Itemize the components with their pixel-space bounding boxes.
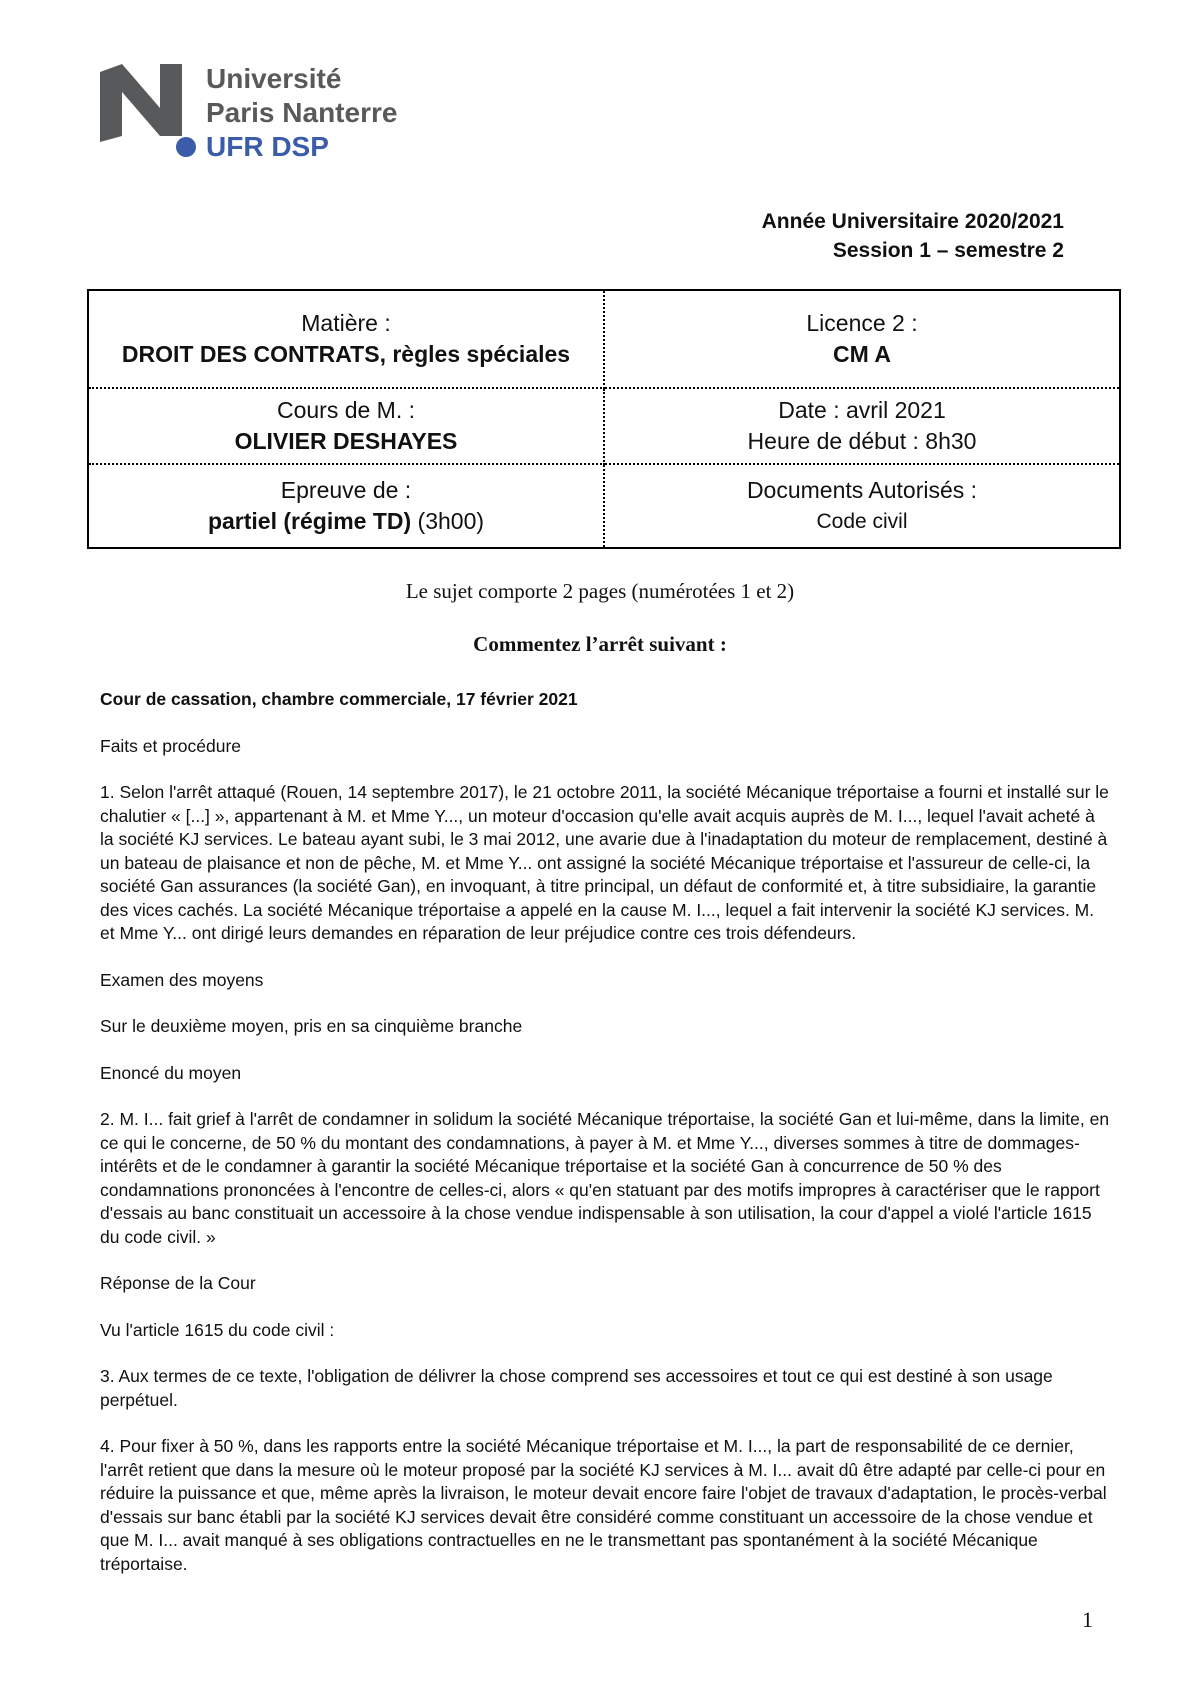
pages-note: Le sujet comporte 2 pages (numérotées 1 et 2) bbox=[405, 579, 795, 603]
session-label: Session 1 – semestre 2 bbox=[832, 239, 1064, 262]
logo-line-paris-nanterre: Paris Nanterre bbox=[206, 97, 398, 128]
table-row bbox=[88, 290, 1120, 388]
licence-value: CM A bbox=[833, 341, 891, 367]
decision-text bbox=[100, 688, 1112, 1599]
paragraph-4: 4. Pour fixer à 50 %, dans les rapports entre la société Mécanique tréportaise et M. I..., la part de responsabilité de ce dernier, l'arrêt retient que dans la mesure où le moteur proposé par la société KJ services à M. I... avait dû être adapté par celle-ci pour en réduire la puissance et que, même après la livraison, le moteur devait encore faire l'objet de travaux d'adaptation, le procès-verbal d'essais sur banc établi par la société KJ services devait être considéré comme constituant un accessoire de la chose vendue et que M. I... avait manqué à ses obligations contractuelles en ne le transmettant pas spontanément à la société Mécanique tréportaise. bbox=[100, 1436, 1107, 1574]
matiere-label: Matière : bbox=[301, 310, 391, 336]
heading-second-moyen: Sur le deuxième moyen, pris en sa cinquième branche bbox=[100, 1016, 523, 1036]
documents-cell bbox=[604, 464, 1120, 548]
nanterre-logo-mark-icon bbox=[100, 64, 200, 144]
licence-label: Licence 2 : bbox=[806, 310, 918, 336]
logo-line-university: Université bbox=[206, 63, 342, 94]
decision-title: Cour de cassation, chambre commerciale, 17 février 2021 bbox=[100, 689, 578, 709]
epreuve-type: partiel (régime TD) bbox=[207, 508, 412, 534]
university-logo bbox=[100, 62, 430, 172]
epreuve-duration: (3h00) bbox=[411, 508, 485, 534]
comment-instruction: Commentez l’arrêt suivant : bbox=[473, 632, 727, 656]
logo-wordmark bbox=[206, 62, 397, 164]
paragraph-1: 1. Selon l'arrêt attaqué (Rouen, 14 septembre 2017), le 21 octobre 2011, la société Mécanique tréportaise a fourni et installé sur le chalutier « [...] », appartenant à M. et Mme Y..., un moteur d'occasion qu'elle avait acquis auprès de M. I..., lequel l'avait acheté à la société KJ services. Le bateau ayant subi, le 3 mai 2012, une avarie due à l'inadaptation du moteur de remplacement, destiné à un bateau de plaisance et non de pêche, M. et Mme Y... ont assigné la société Mécanique tréportaise et l'assureur de celle-ci, la société Gan assurances (la société Gan), en invoquant, à titre principal, un défaut de conformité et, à titre subsidiaire, la garantie des vices cachés. La société Mécanique tréportaise a appelé en la cause M. I..., lequel a fait intervenir la société KJ services. M. et Mme Y... ont dirigé leurs demandes en réparation de leur préjudice contre ces trois défendeurs. bbox=[100, 782, 1109, 943]
heading-enonce: Enoncé du moyen bbox=[100, 1062, 242, 1083]
exam-info-table bbox=[87, 289, 1121, 549]
licence-cell bbox=[604, 290, 1120, 388]
documents-label: Documents Autorisés : bbox=[746, 477, 978, 503]
cours-label: Cours de M. : bbox=[276, 397, 416, 423]
heading-facts: Faits et procédure bbox=[100, 735, 242, 756]
documents-value: Code civil bbox=[816, 510, 908, 533]
cours-cell bbox=[88, 388, 604, 464]
table-row bbox=[88, 464, 1120, 548]
heading-reponse: Réponse de la Cour bbox=[100, 1273, 256, 1293]
epreuve-value bbox=[97, 506, 595, 537]
heading-exam: Examen des moyens bbox=[100, 969, 264, 990]
date-cell bbox=[604, 388, 1120, 464]
academic-year-block bbox=[762, 207, 1064, 265]
date-value: Date : avril 2021 bbox=[778, 397, 946, 423]
heure-value: Heure de début : 8h30 bbox=[747, 428, 977, 454]
table-row bbox=[88, 388, 1120, 464]
cours-value: OLIVIER DESHAYES bbox=[234, 428, 458, 454]
matiere-cell bbox=[88, 290, 604, 388]
epreuve-label: Epreuve de : bbox=[280, 477, 412, 503]
page-number: 1 bbox=[1082, 1607, 1093, 1632]
logo-ufr-label: UFR DSP bbox=[206, 131, 329, 162]
academic-year: Année Universitaire 2020/2021 bbox=[761, 210, 1064, 233]
logo-dot-icon bbox=[176, 137, 196, 157]
logo-line-ufr bbox=[206, 130, 397, 164]
paragraph-2: 2. M. I... fait grief à l'arrêt de condamner in solidum la société Mécanique tréportaise, la société Gan et lui-même, dans la limite, en ce qui le concerne, de 50 % du montant des condamnations, à payer à M. et Mme Y..., diverses sommes à titre de dommages-intérêts et de le condamner à garantir la société Mécanique tréportaise et la société Gan à concurrence de 50 % des condamnations prononcées à l'encontre de celles-ci, alors « qu'en statuant par des motifs impropres à caractériser que le rapport d'essais au banc constituait un accessoire à la chose vendue indispensable à son utilisation, la cour d'appel a violé l'article 1615 du code civil. » bbox=[100, 1109, 1110, 1247]
matiere-value: DROIT DES CONTRATS, règles spéciales bbox=[121, 341, 571, 367]
epreuve-cell bbox=[88, 464, 604, 548]
paragraph-3: 3. Aux termes de ce texte, l'obligation de délivrer la chose comprend ses accessoires et tout ce qui est destiné à son usage perpétuel. bbox=[100, 1366, 1053, 1410]
heading-vu: Vu l'article 1615 du code civil : bbox=[100, 1319, 335, 1340]
